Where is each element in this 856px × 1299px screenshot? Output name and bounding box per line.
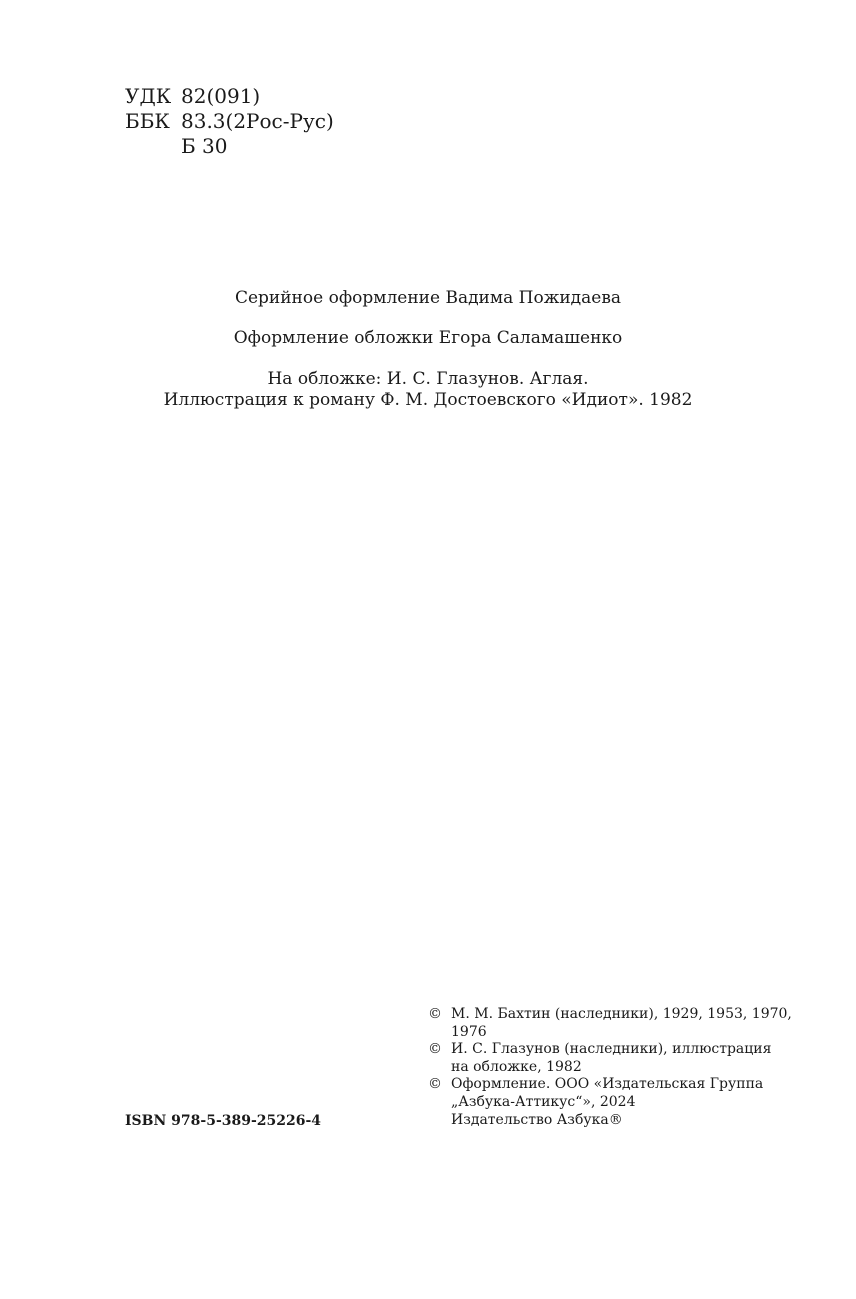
copyright-sign: © [428,1076,442,1093]
bbk-label: ББК [125,109,170,133]
publisher-name: Издательство Азбука® [451,1111,623,1128]
copyright-block [428,1006,792,1129]
cover-art-line-2: Иллюстрация к роману Ф. М. Достоевского «Идиот». 1982 [163,390,693,410]
classification-block [125,84,334,159]
isbn: ISBN 978-5-389-25226-4 [125,1113,322,1129]
copyright-line: 1976 [451,1023,487,1040]
copyright-item [428,1076,788,1111]
copyright-sign: © [428,1006,442,1022]
cover-art-credit [0,369,856,411]
bbk-row [125,109,334,134]
copyright-item [428,1041,788,1076]
copyright-line: Оформление. ООО «Издательская Группа [451,1076,764,1093]
author-mark-row [125,134,334,159]
copyright-line: „Азбука-Аттикус“», 2024 [451,1093,636,1110]
udk-label: УДК [125,84,172,108]
copyright-line: И. С. Глазунов (наследники), иллюстрация [451,1041,772,1058]
copyright-line: М. М. Бахтин (наследники), 1929, 1953, 1970, [451,1006,792,1022]
cover-art-line-1: На обложке: И. С. Глазунов. Аглая. [267,369,589,389]
udk-row [125,84,334,109]
cover-design-credit: Оформление обложки Егора Саламашенко [233,328,623,348]
copyright-line: на обложке, 1982 [451,1058,582,1075]
bbk-value: 83.3(2Рос-Рус) [181,109,334,133]
udk-value: 82(091) [181,84,261,108]
author-mark: Б 30 [181,134,228,158]
series-design-credit: Серийное оформление Вадима Пожидаева [234,288,622,308]
copyright-item [428,1006,792,1041]
copyright-sign: © [428,1041,442,1058]
